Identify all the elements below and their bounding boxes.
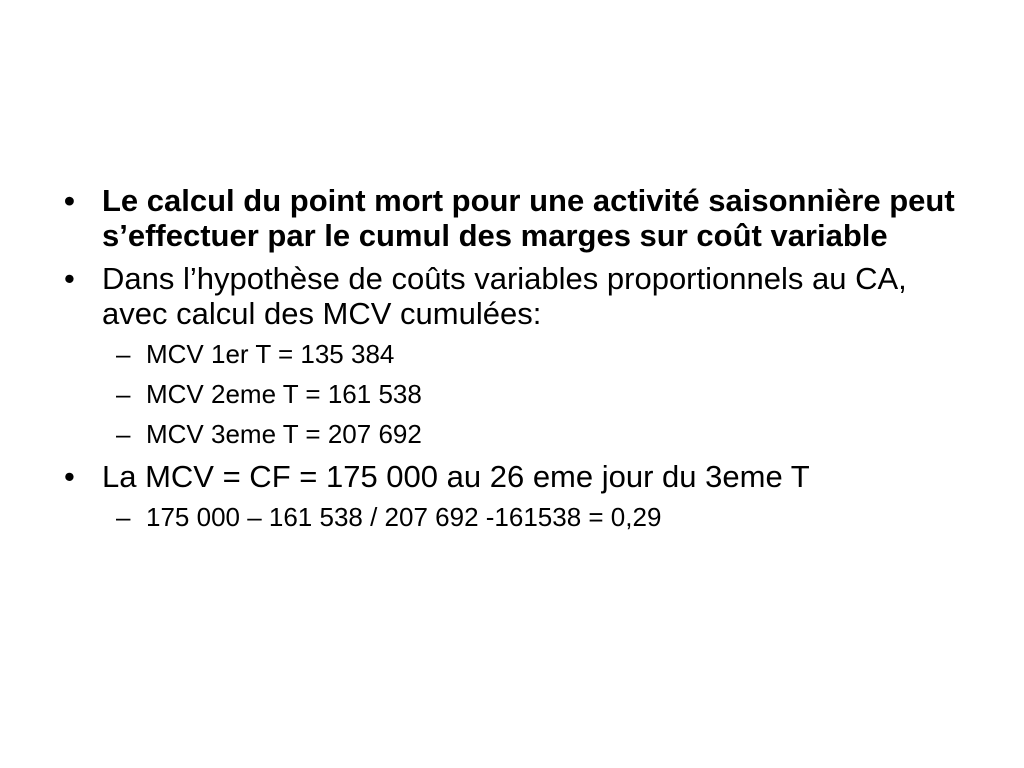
bullet-text: Dans l’hypothèse de coûts variables proportionnels au CA, avec calcul des MCV cumulées:: [102, 261, 907, 331]
dash-icon: –: [116, 419, 131, 449]
sub-item-mcv-1: [64, 339, 964, 369]
sub-list-mcv: [64, 339, 964, 449]
sub-item-text: MCV 1er T = 135 384: [146, 339, 395, 369]
bullet-icon: •: [64, 183, 75, 218]
sub-list-calcul: [64, 502, 964, 532]
dash-icon: –: [116, 379, 131, 409]
bullet-item-point-mort: [64, 183, 964, 253]
sub-item-text: MCV 3eme T = 207 692: [146, 419, 422, 449]
sub-item-mcv-2: [64, 379, 964, 409]
dash-icon: –: [116, 339, 131, 369]
bullet-icon: •: [64, 261, 75, 296]
bullet-icon: •: [64, 459, 75, 494]
slide-body: [64, 183, 964, 542]
bullet-text: La MCV = CF = 175 000 au 26 eme jour du 3eme T: [102, 459, 810, 494]
dash-icon: –: [116, 502, 131, 532]
bullet-item-hypothese: [64, 261, 964, 331]
sub-item-mcv-3: [64, 419, 964, 449]
bullet-item-mcv-cf: [64, 459, 964, 494]
sub-item-text: MCV 2eme T = 161 538: [146, 379, 422, 409]
sub-item-text: 175 000 – 161 538 / 207 692 -161538 = 0,29: [146, 502, 662, 532]
bullet-text: Le calcul du point mort pour une activité saisonnière peut s’effectuer par le cumul des marges sur coût variable: [102, 183, 955, 253]
sub-item-calcul: [64, 502, 964, 532]
